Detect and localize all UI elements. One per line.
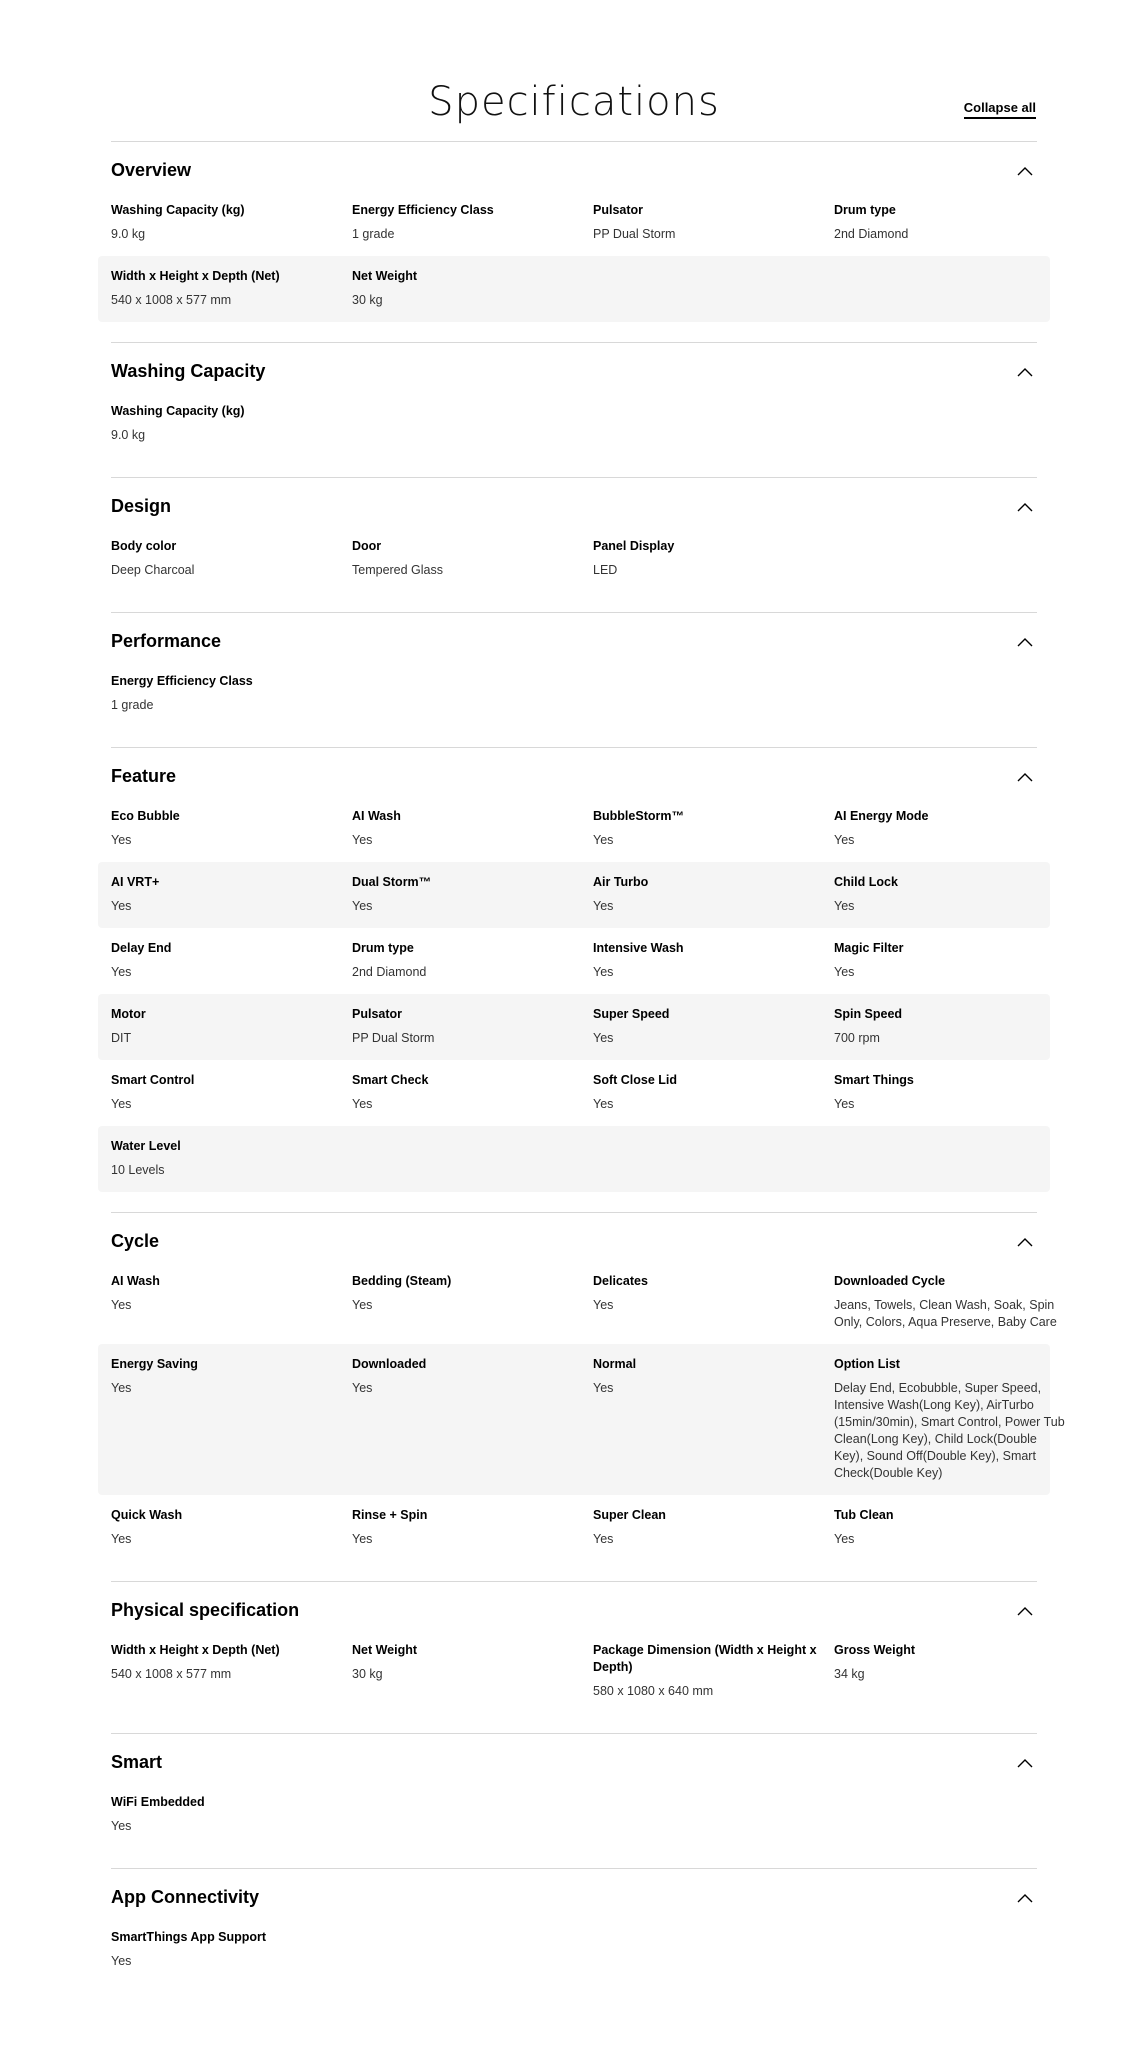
spec-value: PP Dual Storm — [352, 1031, 435, 1045]
spec-label: Gross Weight — [834, 1643, 916, 1657]
spec-item — [593, 1006, 834, 1047]
spec-label: Normal — [593, 1357, 637, 1371]
spec-label: Body color — [111, 539, 177, 553]
spec-value: LED — [593, 563, 618, 577]
spec-item — [352, 1356, 593, 1482]
spec-item — [111, 1929, 352, 1970]
section-design — [111, 477, 1037, 612]
section-title: Design — [111, 496, 172, 516]
spec-row — [98, 994, 1050, 1060]
spec-item — [593, 202, 834, 243]
section-washing-capacity — [111, 342, 1037, 477]
spec-row — [98, 928, 1050, 994]
section-header-washing-capacity[interactable] — [111, 343, 1037, 403]
spec-label: Delay End — [111, 941, 172, 955]
spec-row — [98, 1929, 1050, 1983]
section-header-overview[interactable] — [111, 142, 1037, 202]
spec-item — [593, 1072, 834, 1113]
spec-value: Yes — [834, 965, 855, 979]
section-header-smart[interactable] — [111, 1734, 1037, 1794]
collapse-all-button[interactable]: Collapse all — [964, 100, 1036, 119]
spec-label: Smart Things — [834, 1073, 914, 1087]
spec-label: Quick Wash — [111, 1508, 183, 1522]
section-title: Overview — [111, 160, 192, 180]
spec-label: Package Dimension (Width x Height x Depth) — [593, 1643, 817, 1674]
spec-item — [111, 403, 352, 444]
spec-item — [111, 1507, 352, 1548]
spec-value: Delay End, Ecobubble, Super Speed, Intensive Wash(Long Key), AirTurbo (15min/30min), Smart Control, Power Tub Clean(Long Key), Child Lock(Double Key), Sound Off(Double Key), Smart Check(Double Key) — [834, 1381, 1065, 1480]
section-app-connectivity — [111, 1868, 1037, 2003]
spec-item — [834, 808, 1075, 849]
spec-label: Tub Clean — [834, 1508, 894, 1522]
spec-label: Intensive Wash — [593, 941, 684, 955]
spec-label: AI Wash — [352, 809, 401, 823]
spec-value: Yes — [352, 1532, 373, 1546]
chevron-up-icon[interactable] — [1017, 1237, 1033, 1247]
section-header-physical-specification[interactable] — [111, 1582, 1037, 1642]
spec-label: Panel Display — [593, 539, 675, 553]
spec-value: Yes — [111, 1298, 132, 1312]
spec-value: Yes — [593, 833, 614, 847]
spec-row — [98, 202, 1050, 256]
spec-item — [593, 940, 834, 981]
spec-value: 34 kg — [834, 1667, 865, 1681]
spec-item — [111, 268, 352, 309]
spec-item — [352, 202, 593, 243]
spec-value: Yes — [593, 1031, 614, 1045]
spec-item — [834, 1273, 1075, 1331]
spec-label: AI VRT+ — [111, 875, 160, 889]
spec-label: Pulsator — [352, 1007, 403, 1021]
spec-item — [111, 1006, 352, 1047]
section-header-performance[interactable] — [111, 613, 1037, 673]
spec-value: Yes — [834, 833, 855, 847]
section-header-design[interactable] — [111, 478, 1037, 538]
spec-label: Smart Check — [352, 1073, 429, 1087]
spec-item — [593, 1507, 834, 1548]
spec-label: Dual Storm™ — [352, 875, 432, 889]
spec-value: Yes — [834, 1097, 855, 1111]
spec-item — [352, 940, 593, 981]
spec-label: Pulsator — [593, 203, 644, 217]
spec-item — [352, 268, 593, 309]
spec-label: Soft Close Lid — [593, 1073, 678, 1087]
spec-label: Door — [352, 539, 382, 553]
spec-item — [593, 808, 834, 849]
spec-label: Air Turbo — [593, 875, 649, 889]
chevron-up-icon[interactable] — [1017, 367, 1033, 377]
spec-item — [352, 808, 593, 849]
section-title: Cycle — [111, 1231, 160, 1251]
spec-label: Energy Efficiency Class — [352, 203, 494, 217]
spec-label: Super Speed — [593, 1007, 670, 1021]
chevron-up-icon[interactable] — [1017, 166, 1033, 176]
spec-item — [593, 1273, 834, 1331]
spec-item — [111, 1138, 352, 1179]
section-title: Smart — [111, 1752, 163, 1772]
spec-row — [98, 862, 1050, 928]
spec-item — [834, 874, 1075, 915]
spec-row — [98, 403, 1050, 457]
spec-item — [593, 1356, 834, 1482]
spec-value: Yes — [111, 899, 132, 913]
chevron-up-icon[interactable] — [1017, 1893, 1033, 1903]
spec-label: AI Energy Mode — [834, 809, 929, 823]
spec-item — [111, 673, 352, 714]
chevron-up-icon[interactable] — [1017, 1606, 1033, 1616]
section-header-app-connectivity[interactable] — [111, 1869, 1037, 1929]
spec-row — [98, 1794, 1050, 1848]
spec-value: 2nd Diamond — [352, 965, 427, 979]
section-title: Physical specification — [111, 1600, 300, 1620]
spec-item — [111, 1273, 352, 1331]
spec-label: Super Clean — [593, 1508, 666, 1522]
spec-label: Net Weight — [352, 1643, 418, 1657]
spec-value: Yes — [593, 899, 614, 913]
spec-item — [111, 1356, 352, 1482]
spec-value: 9.0 kg — [111, 428, 146, 442]
spec-item — [352, 1507, 593, 1548]
spec-item — [834, 1642, 1075, 1700]
spec-label: SmartThings App Support — [111, 1930, 267, 1944]
section-performance — [111, 612, 1037, 747]
spec-value: 1 grade — [111, 698, 154, 712]
spec-label: Rinse + Spin — [352, 1508, 428, 1522]
spec-item — [834, 1356, 1075, 1482]
spec-label: Option List — [834, 1357, 900, 1371]
section-cycle — [111, 1212, 1065, 1581]
page-title: Specifications — [428, 79, 720, 125]
spec-value: Yes — [352, 833, 373, 847]
spec-value: Yes — [352, 899, 373, 913]
spec-label: Smart Control — [111, 1073, 195, 1087]
chevron-up-icon[interactable] — [1017, 1758, 1033, 1768]
spec-value: Yes — [111, 1819, 132, 1833]
spec-item — [593, 874, 834, 915]
spec-value: Yes — [352, 1381, 373, 1395]
spec-label: Width x Height x Depth (Net) — [111, 1643, 280, 1657]
spec-value: Jeans, Towels, Clean Wash, Soak, Spin Only, Colors, Aqua Preserve, Baby Care — [834, 1298, 1057, 1329]
spec-value: Yes — [593, 1097, 614, 1111]
spec-value: Yes — [111, 833, 132, 847]
spec-value: 580 x 1080 x 640 mm — [593, 1684, 714, 1698]
spec-value: 30 kg — [352, 293, 383, 307]
spec-item — [834, 1507, 1075, 1548]
spec-row — [98, 1126, 1050, 1192]
spec-row — [98, 1495, 1050, 1561]
spec-value: 30 kg — [352, 1667, 383, 1681]
spec-item — [352, 538, 593, 579]
spec-item — [593, 1642, 834, 1700]
spec-sections — [111, 141, 1065, 2003]
spec-label: Drum type — [352, 941, 414, 955]
spec-value: 9.0 kg — [111, 227, 146, 241]
spec-item — [593, 538, 834, 579]
spec-item — [111, 808, 352, 849]
spec-label: Magic Filter — [834, 941, 904, 955]
spec-label: BubbleStorm™ — [593, 809, 684, 823]
spec-label: Delicates — [593, 1274, 648, 1288]
spec-value: Yes — [834, 1532, 855, 1546]
spec-item — [111, 940, 352, 981]
spec-value: 540 x 1008 x 577 mm — [111, 1667, 232, 1681]
spec-value: DIT — [111, 1031, 132, 1045]
spec-label: Energy Efficiency Class — [111, 674, 253, 688]
spec-label: Motor — [111, 1007, 146, 1021]
spec-row — [98, 1060, 1050, 1126]
spec-item — [111, 1072, 352, 1113]
spec-value: Yes — [352, 1298, 373, 1312]
spec-row — [98, 1273, 1057, 1344]
section-title: Washing Capacity — [111, 361, 266, 381]
spec-label: Width x Height x Depth (Net) — [111, 269, 280, 283]
specifications-header — [0, 78, 1148, 130]
spec-value: Deep Charcoal — [111, 563, 195, 577]
spec-value: Yes — [593, 1298, 614, 1312]
spec-value: Yes — [111, 1532, 132, 1546]
spec-value: 2nd Diamond — [834, 227, 909, 241]
spec-value: 10 Levels — [111, 1163, 165, 1177]
chevron-up-icon[interactable] — [1017, 637, 1033, 647]
section-physical-specification — [111, 1581, 1037, 1733]
spec-label: Bedding (Steam) — [352, 1274, 452, 1288]
chevron-up-icon[interactable] — [1017, 502, 1033, 512]
spec-label: WiFi Embedded — [111, 1795, 205, 1809]
spec-label: Downloaded Cycle — [834, 1274, 946, 1288]
spec-label: Downloaded — [352, 1357, 427, 1371]
spec-row — [98, 1642, 1050, 1713]
section-title: Feature — [111, 766, 177, 786]
spec-item — [352, 1006, 593, 1047]
spec-value: 700 rpm — [834, 1031, 880, 1045]
section-smart — [111, 1733, 1037, 1868]
spec-value: Yes — [593, 1381, 614, 1395]
spec-value: Yes — [111, 1954, 132, 1968]
section-title: Performance — [111, 631, 222, 651]
spec-label: Washing Capacity (kg) — [111, 404, 245, 418]
spec-item — [834, 1006, 1075, 1047]
spec-label: AI Wash — [111, 1274, 160, 1288]
spec-value: 540 x 1008 x 577 mm — [111, 293, 232, 307]
section-overview — [111, 141, 1037, 342]
spec-row — [98, 673, 1050, 727]
spec-item — [352, 1273, 593, 1331]
spec-value: Tempered Glass — [352, 563, 444, 577]
spec-item — [352, 874, 593, 915]
spec-value: Yes — [111, 1097, 132, 1111]
section-header-cycle[interactable] — [111, 1213, 1037, 1273]
spec-value: Yes — [593, 1532, 614, 1546]
section-header-feature[interactable] — [111, 748, 1037, 808]
section-title: App Connectivity — [111, 1887, 260, 1907]
spec-label: Child Lock — [834, 875, 898, 889]
spec-value: PP Dual Storm — [593, 227, 676, 241]
spec-label: Water Level — [111, 1139, 181, 1153]
spec-value: Yes — [834, 899, 855, 913]
section-feature — [111, 747, 1037, 1212]
spec-label: Spin Speed — [834, 1007, 903, 1021]
spec-item — [352, 1642, 593, 1700]
spec-row — [98, 256, 1050, 322]
spec-item — [111, 1794, 352, 1835]
spec-row — [98, 808, 1050, 862]
spec-label: Net Weight — [352, 269, 418, 283]
chevron-up-icon[interactable] — [1017, 772, 1033, 782]
spec-row — [98, 538, 1050, 592]
spec-label: Eco Bubble — [111, 809, 180, 823]
spec-item — [352, 1072, 593, 1113]
spec-value: Yes — [111, 1381, 132, 1395]
spec-label: Washing Capacity (kg) — [111, 203, 245, 217]
spec-item — [834, 940, 1075, 981]
spec-value: 1 grade — [352, 227, 395, 241]
spec-item — [834, 202, 1075, 243]
spec-item — [111, 874, 352, 915]
spec-label: Energy Saving — [111, 1357, 198, 1371]
spec-item — [111, 1642, 352, 1700]
spec-item — [111, 538, 352, 579]
spec-value: Yes — [111, 965, 132, 979]
spec-label: Drum type — [834, 203, 896, 217]
spec-item — [111, 202, 352, 243]
spec-row — [98, 1344, 1065, 1495]
spec-value: Yes — [352, 1097, 373, 1111]
spec-item — [834, 1072, 1075, 1113]
spec-value: Yes — [593, 965, 614, 979]
